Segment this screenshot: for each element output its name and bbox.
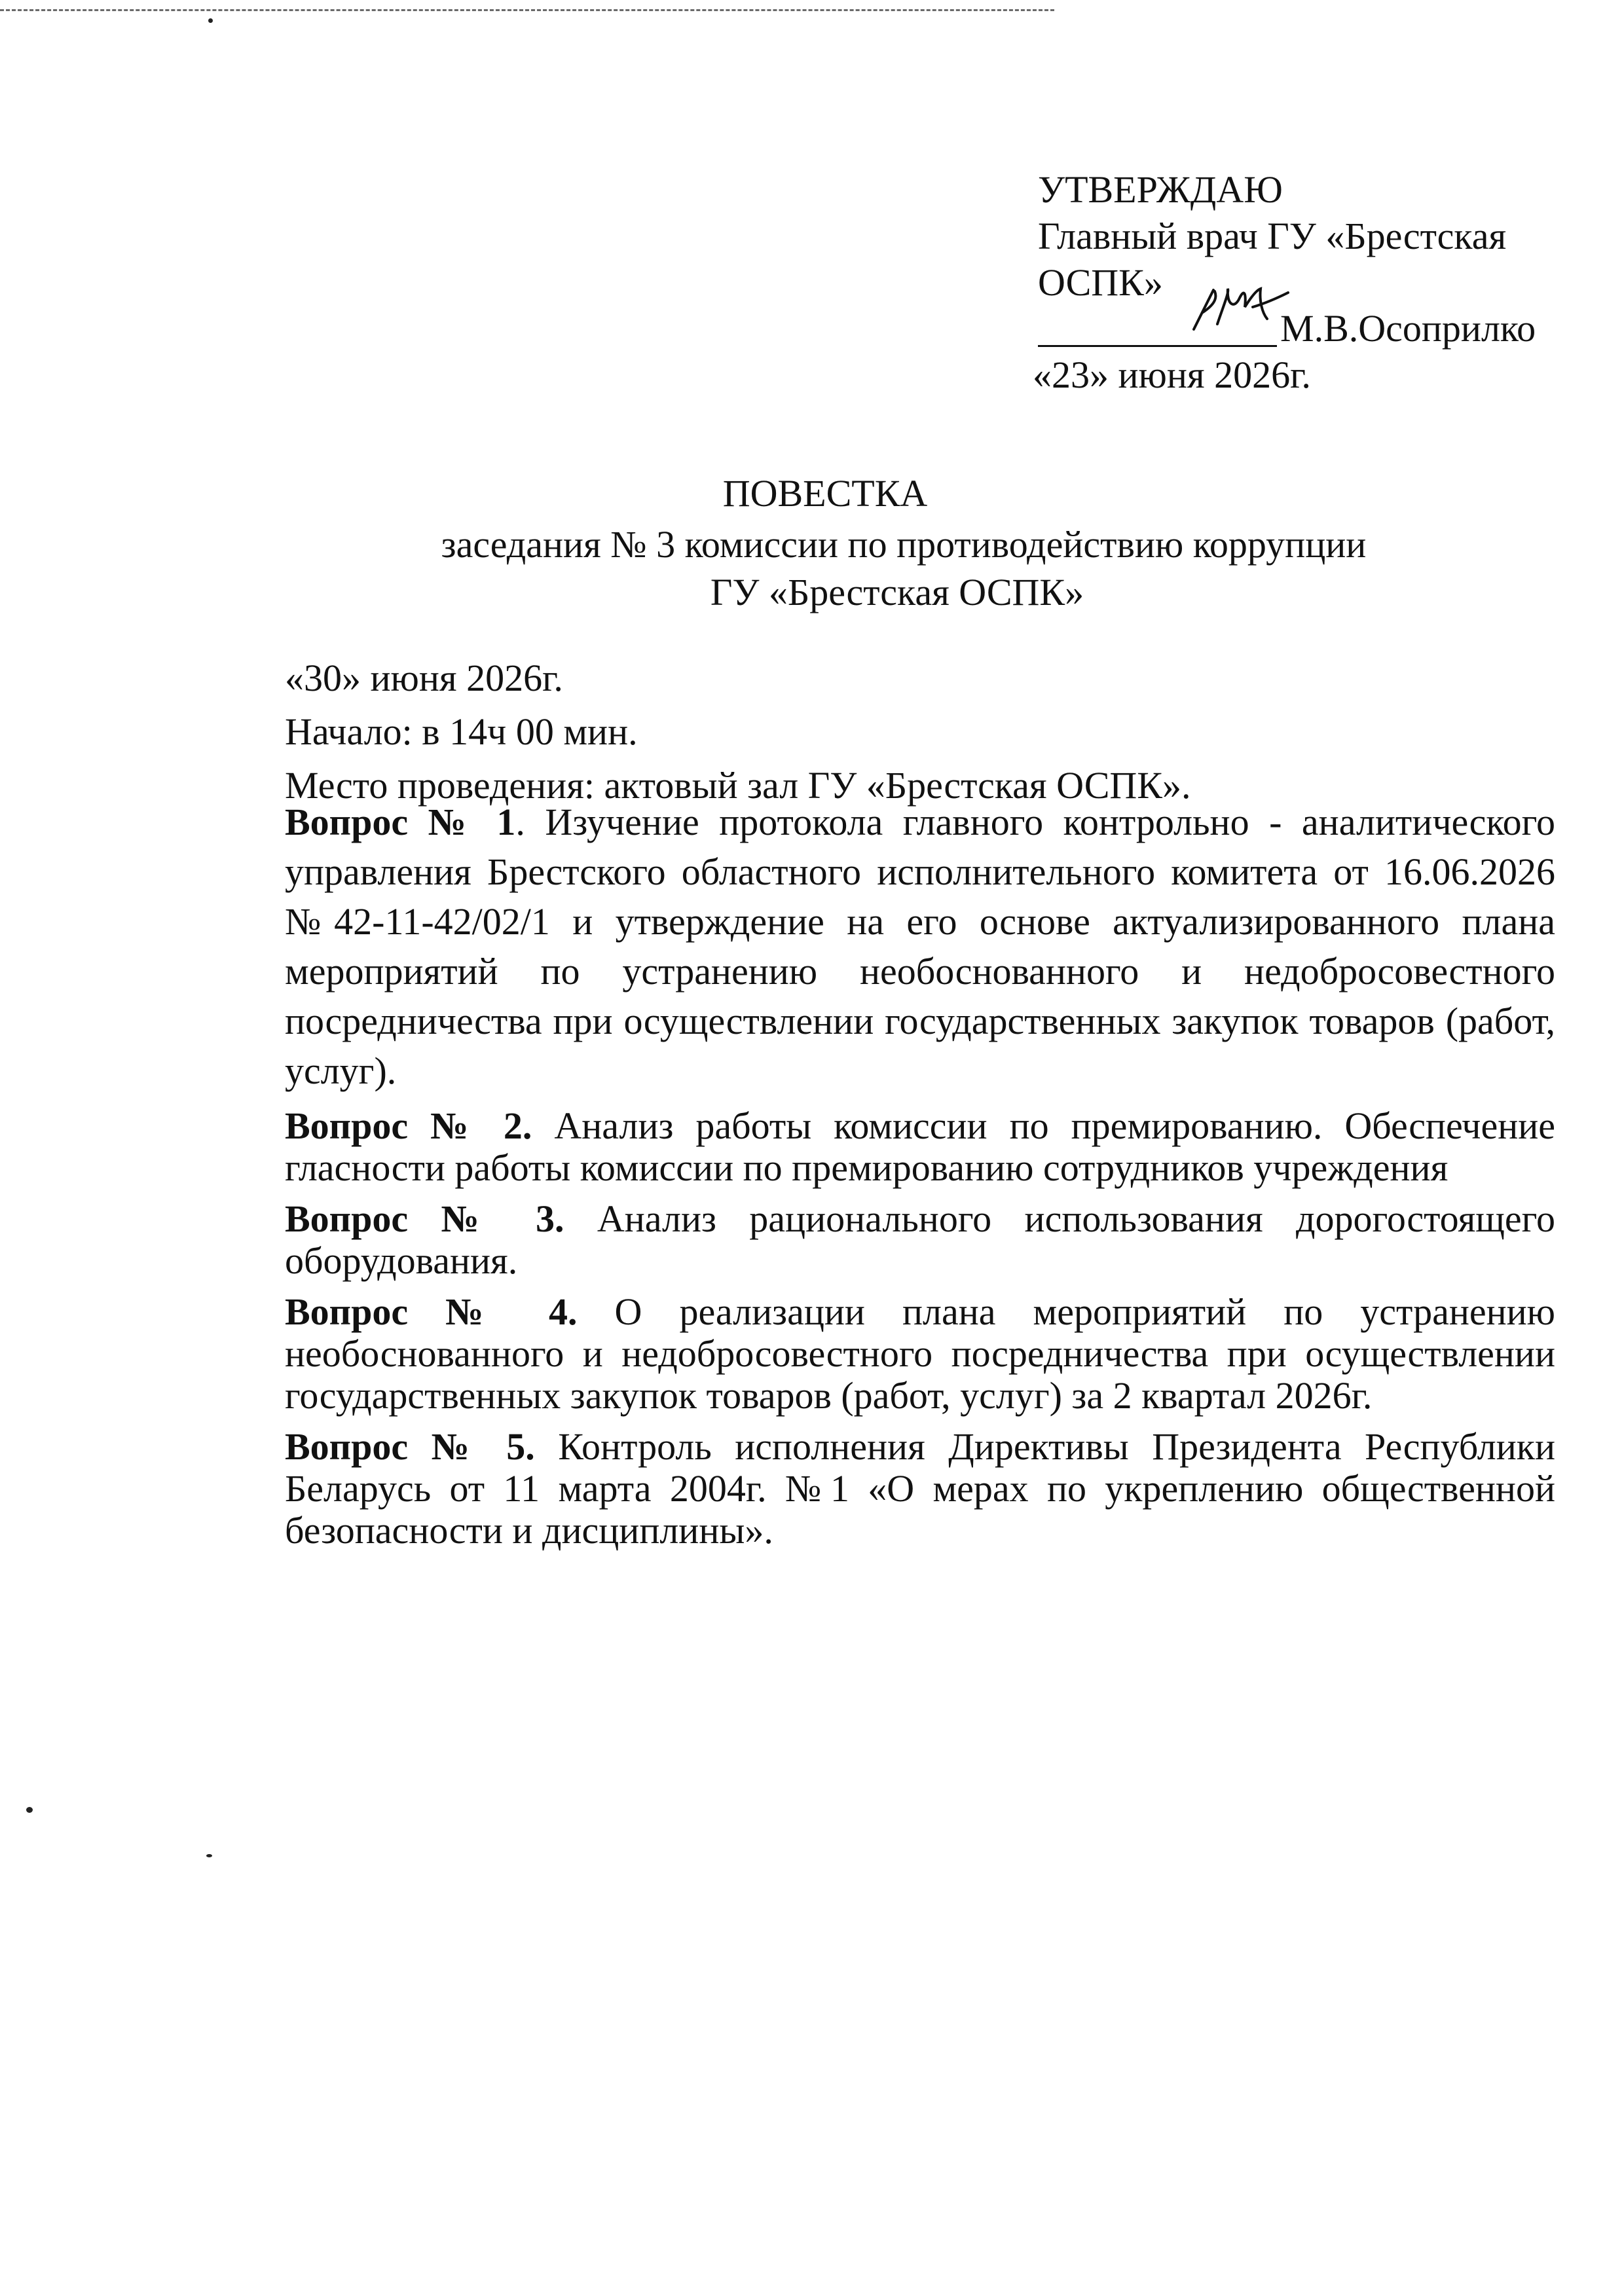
document-subtitle: заседания № 3 комиссии по противодействию коррупции [441, 523, 1367, 566]
agenda-item-label: Вопрос № 4. [285, 1290, 578, 1333]
agenda-item-label: Вопрос № 2. [285, 1104, 532, 1147]
meeting-start-time: Начало: в 14ч 00 мин. [285, 710, 638, 753]
agenda-item-text: О реализации плана мероприятий по устранению необоснованного и недобросовестного посредничества при осуществлении государственных закупок товаров (работ, услуг) за 2 квартал 2026г. [285, 1290, 1556, 1417]
approver-position-cont: ОСПК» [1038, 261, 1163, 304]
meeting-venue: Место проведения: актовый зал ГУ «Брестская ОСПК». [285, 764, 1191, 807]
signature-line [1038, 345, 1277, 347]
agenda-item-text: Анализ работы комиссии по премированию. Обеспечение гласности работы комиссии по премированию сотрудников учреждения [285, 1104, 1556, 1189]
document-title: ПОВЕСТКА [722, 472, 928, 515]
organization-name: ГУ «Брестская ОСПК» [710, 571, 1084, 613]
signature-row [1038, 306, 1575, 352]
agenda-item [285, 1105, 1555, 1189]
approval-block [1033, 167, 1575, 399]
scan-top-rule [0, 9, 1054, 13]
agenda-item-text: Контроль исполнения Директивы Президента Республики Беларусь от 11 марта 2004г. №1 «О мерах по укреплению общественной безопасности и дисциплины». [285, 1425, 1555, 1552]
agenda-item-text: . Изучение протокола главного контрольно - аналитического управления Брестского областного исполнительного комитета от 16.06.2026 №42-11-42/02/1 и утверждение на его основе актуализированного плана мероприятий по устранению необоснованного и недобросовестного посредничества при осуществлении государственных закупок товаров (работ, услуг). [285, 801, 1555, 1092]
signer-name: М.В.Осоприлко [1280, 307, 1536, 350]
approver-position: Главный врач ГУ «Брестская [1038, 214, 1507, 257]
agenda-item-text: Анализ рационального использования дорогостоящего оборудования. [285, 1197, 1555, 1282]
agenda-item-label: Вопрос № 1 [285, 801, 516, 843]
scan-speck [26, 1807, 33, 1813]
handwritten-signature [1189, 278, 1293, 337]
scan-speck [208, 18, 213, 23]
agenda-item-label: Вопрос № 5. [285, 1425, 535, 1468]
agenda-item-label: Вопрос № 3. [285, 1197, 564, 1240]
agenda-item [285, 1291, 1555, 1417]
approval-heading: УТВЕРЖДАЮ [1038, 168, 1283, 211]
agenda-item [285, 797, 1555, 1096]
agenda-item [285, 1198, 1555, 1282]
agenda-questions [285, 797, 1555, 1561]
scan-speck [206, 1854, 212, 1857]
meeting-date: «30» июня 2026г. [285, 657, 563, 699]
meeting-details [285, 651, 1190, 812]
approval-date: «23» июня 2026г. [1033, 354, 1311, 397]
agenda-item [285, 1426, 1555, 1552]
